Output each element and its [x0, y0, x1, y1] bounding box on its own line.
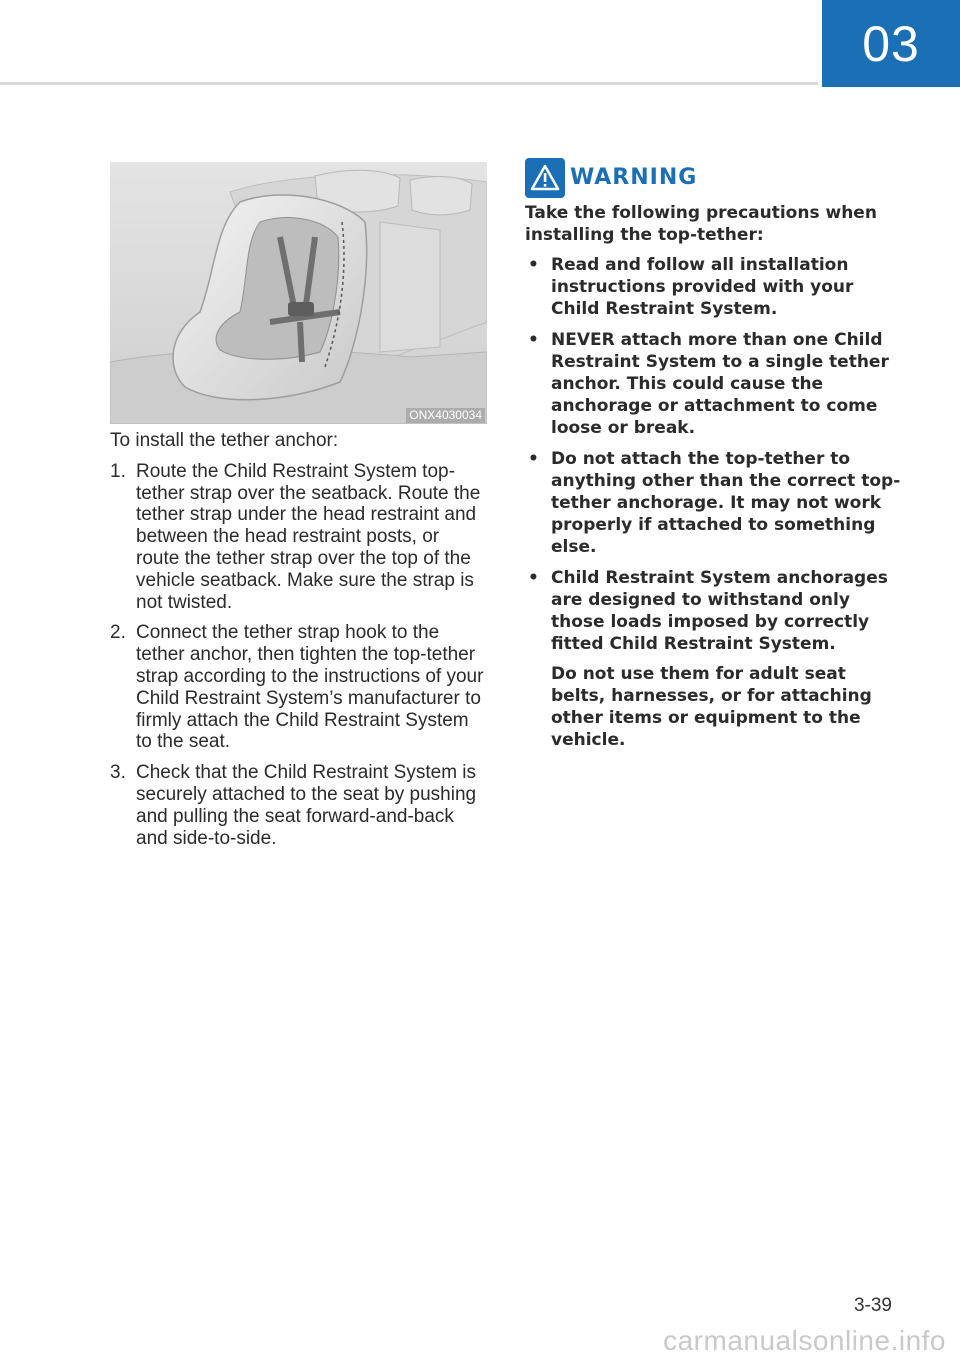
- chapter-tab: [822, 0, 960, 87]
- warning-header: [525, 158, 905, 198]
- child-seat-illustration: [110, 162, 487, 424]
- warning-bullet: [525, 448, 905, 558]
- warning-bullet-text: Do not attach the top-tether to anything other than the correct top-tether anchorage. It may not work properly if attached to something else.: [551, 449, 901, 557]
- warning-bullet: [525, 329, 905, 439]
- warning-triangle-icon: [525, 158, 565, 198]
- step-item: [110, 762, 485, 849]
- step-item: [110, 622, 485, 753]
- warning-bullet: [525, 567, 905, 751]
- warning-bullet: [525, 254, 905, 320]
- warning-bullet-text: NEVER attach more than one Child Restraint System to a single tether anchor. This could cause the anchorage or attachment to come loose or break.: [551, 330, 889, 438]
- warning-bullets: [525, 254, 905, 751]
- chapter-number: 03: [862, 15, 920, 72]
- steps-list: [110, 461, 485, 850]
- warning-bullet-text: Child Restraint System anchorages are designed to withstand only those loads imposed by correctly fitted Child Restraint System.: [551, 568, 888, 654]
- figure-code: ONX4030034: [406, 408, 485, 423]
- child-seat-drawing: [110, 162, 487, 424]
- page-number: 3-39: [853, 1295, 892, 1316]
- instructions-intro: To install the tether anchor:: [110, 430, 339, 451]
- installation-instructions: [110, 430, 485, 858]
- warning-box: [525, 158, 905, 760]
- warning-intro: Take the following precautions when installing the top-tether:: [525, 203, 877, 245]
- warning-bullet-extra: Do not use them for adult seat belts, harnesses, or for attaching other items or equipment to the vehicle.: [551, 664, 872, 750]
- bullet-dot: •: [528, 568, 539, 588]
- bullet-dot: •: [528, 330, 539, 350]
- bullet-dot: •: [528, 255, 539, 275]
- step-number: 3.: [110, 762, 126, 784]
- step-number: 1.: [110, 460, 126, 482]
- step-text: Route the Child Restraint System top-tether strap over the seatback. Route the tether strap under the head restraint and between the head restraint posts, or route the tether strap over the top of the vehicle seatback. Make sure the strap is not twisted.: [136, 460, 481, 613]
- step-item: [110, 461, 485, 614]
- watermark: carmanualsonline.info: [663, 1325, 946, 1356]
- step-text: Connect the tether strap hook to the tether anchor, then tighten the top-tether strap according to the instructions of your Child Restraint System’s manufacturer to firmly attach the Child Restraint System to the seat.: [136, 622, 484, 753]
- step-text: Check that the Child Restraint System is securely attached to the seat by pushing and pulling the seat forward-and-back and side-to-side.: [136, 762, 477, 849]
- step-number: 2.: [110, 622, 126, 644]
- header-rule: [0, 82, 818, 85]
- bullet-dot: •: [528, 449, 539, 469]
- warning-bullet-text: Read and follow all installation instructions provided with your Child Restraint System.: [551, 255, 854, 319]
- warning-title: WARNING: [570, 165, 698, 190]
